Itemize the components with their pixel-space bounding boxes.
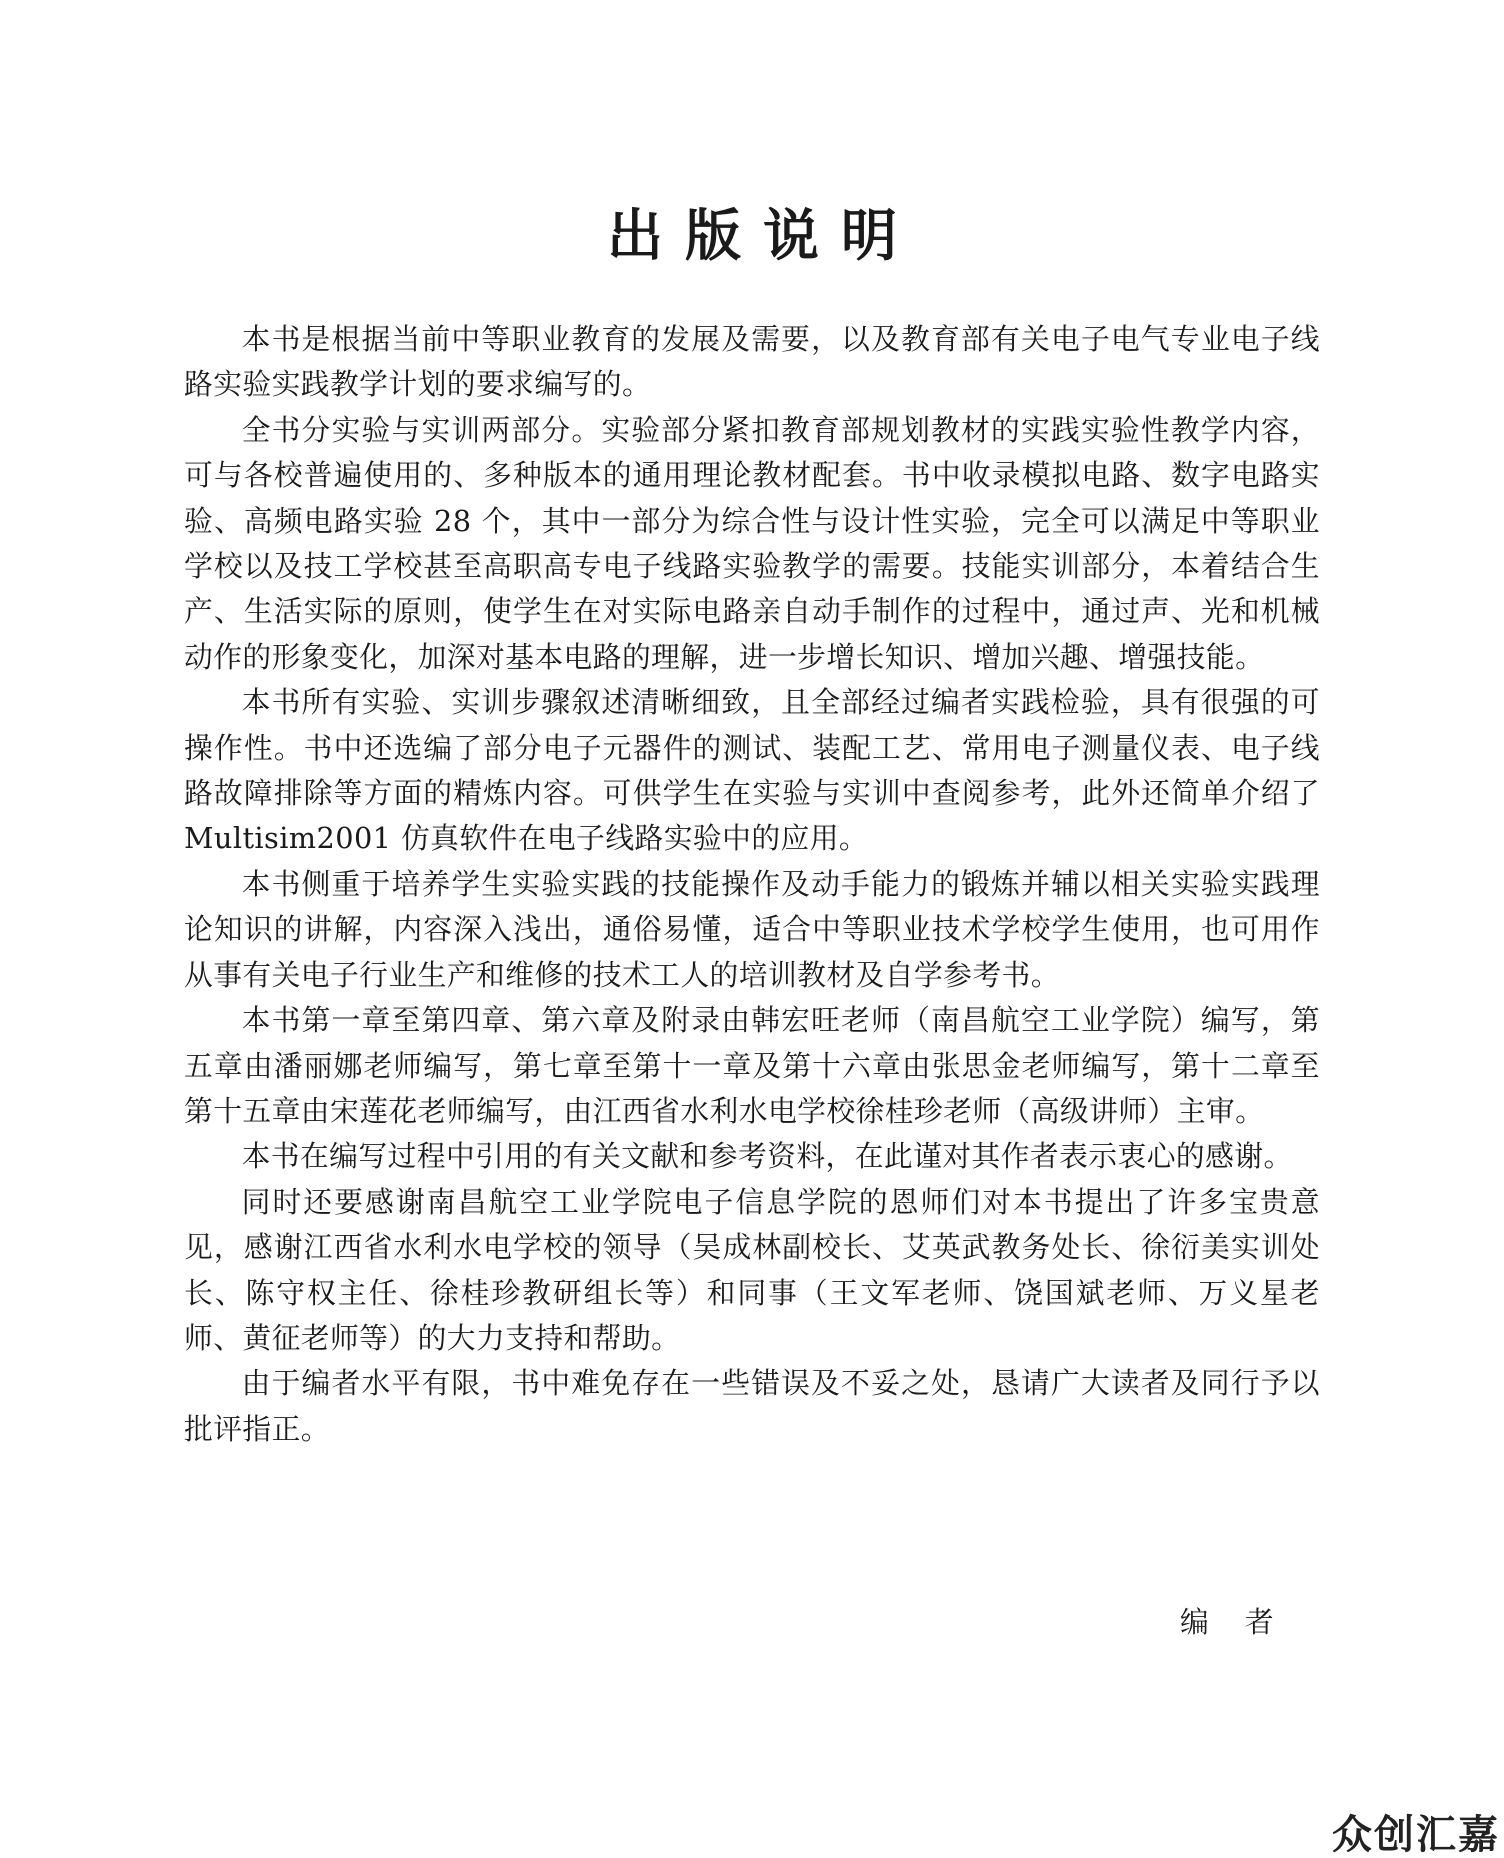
signature: 编者: [1180, 1605, 1310, 1639]
document-body: [184, 317, 1320, 1452]
paragraph-structure: 全书分实验与实训两部分。实验部分紧扣教育部规划教材的实践实验性教学内容，可与各校普遍使用的、多种版本的通用理论教材配套。书中收录模拟电路、数字电路实验、高频电路实验 28 个，其中一部分为综合性与设计性实验，完全可以满足中等职业学校以及技工学校甚至高职高专电子线路实验教学的需要。技能实训部分，本着结合生产、生活实际的原则，使学生在对实际电路亲自动手制作的过程中，通过声、光和机械动作的形象变化，加深对基本电路的理解，进一步增长知识、增加兴趣、增强技能。: [184, 412, 1320, 674]
page-title: 出版说明: [607, 203, 919, 269]
paragraph-authors: 本书第一章至第四章、第六章及附录由韩宏旺老师（南昌航空工业学院）编写，第五章由潘丽娜老师编写，第七章至第十一章及第十六章由张思金老师编写，第十二章至第十五章由宋莲花老师编写，由江西省水利水电学校徐桂珍老师（高级讲师）主审。: [184, 1003, 1320, 1128]
paragraph-closing: 由于编者水平有限，书中难免存在一些错误及不妥之处，恳请广大读者及同行予以批评指正。: [184, 1366, 1320, 1446]
paragraph-audience: 本书侧重于培养学生实验实践的技能操作及动手能力的锻炼并辅以相关实验实践理论知识的讲解，内容深入浅出，通俗易懂，适合中等职业技术学校学生使用，也可用作从事有关电子行业生产和维修的技术工人的培训教材及自学参考书。: [184, 866, 1320, 992]
paragraph-intro: 本书是根据当前中等职业教育的发展及需要，以及教育部有关电子电气专业电子线路实验实践教学计划的要求编写的。: [184, 322, 1320, 402]
paragraph-acknowledgements: 同时还要感谢南昌航空工业学院电子信息学院的恩师们对本书提出了许多宝贵意见，感谢江西省水利水电学校的领导（吴成林副校长、艾英武教务处长、徐衍美实训处长、陈守权主任、徐桂珍教研组长等）和同事（王文军老师、饶国斌老师、万义星老师、黄征老师等）的大力支持和帮助。: [184, 1184, 1320, 1355]
paragraph-references: 本书在编写过程中引用的有关文献和参考资料，在此谨对其作者表示衷心的感谢。: [241, 1139, 1293, 1174]
watermark-logo: 众创汇嘉: [1332, 1812, 1500, 1858]
paragraph-features: 本书所有实验、实训步骤叙述清晰细致，且全部经过编者实践检验，具有很强的可操作性。书中还选编了部分电子元器件的测试、装配工艺、常用电子测量仪表、电子线路故障排除等方面的精炼内容。可供学生在实验与实训中查阅参考，此外还简单介绍了 Multisim2001 仿真软件在电子线路实验中的应用。: [184, 685, 1320, 856]
